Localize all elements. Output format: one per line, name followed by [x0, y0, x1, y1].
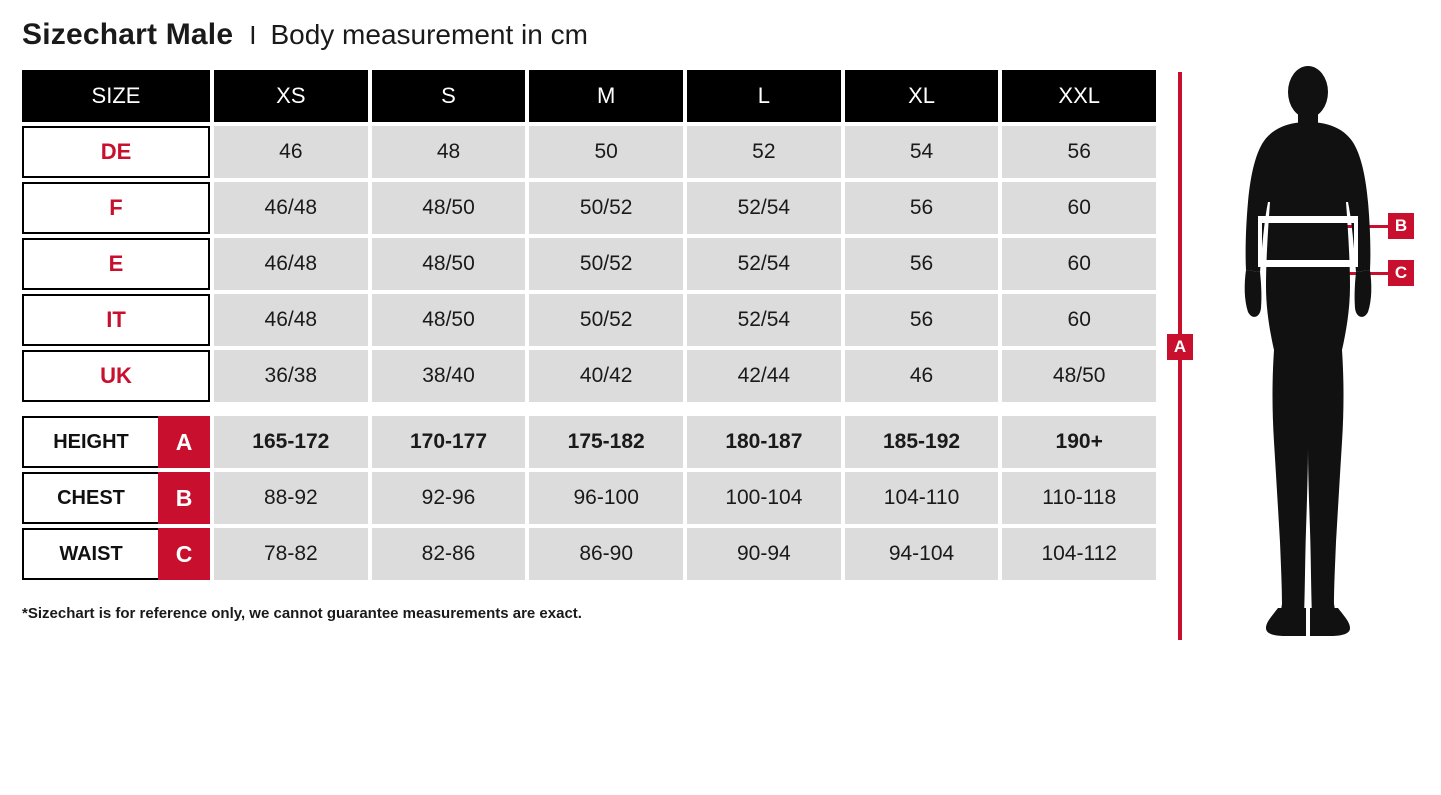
- cell-height-xs: 165-172: [214, 416, 368, 468]
- header-size-xxl: XXL: [1002, 70, 1156, 122]
- cell-uk-xs: 36/38: [214, 350, 368, 402]
- cell-de-l: 52: [687, 126, 841, 178]
- marker-badge-b: B: [158, 472, 210, 524]
- row-label-it: IT: [22, 294, 210, 346]
- size-table: [22, 70, 1156, 584]
- cell-e-s: 48/50: [372, 238, 526, 290]
- cell-f-xs: 46/48: [214, 182, 368, 234]
- cell-f-s: 48/50: [372, 182, 526, 234]
- cell-f-xxl: 60: [1002, 182, 1156, 234]
- row-label-uk: UK: [22, 350, 210, 402]
- cell-waist-xs: 78-82: [214, 528, 368, 580]
- footnote-text: *Sizechart is for reference only, we cannot guarantee measurements are exact.: [22, 605, 582, 622]
- cell-de-m: 50: [529, 126, 683, 178]
- header-size-l: L: [687, 70, 841, 122]
- cell-uk-m: 40/42: [529, 350, 683, 402]
- cell-e-xs: 46/48: [214, 238, 368, 290]
- cell-height-xl: 185-192: [845, 416, 999, 468]
- cell-waist-l: 90-94: [687, 528, 841, 580]
- cell-chest-xxl: 110-118: [1002, 472, 1156, 524]
- title-main: Sizechart Male: [22, 18, 234, 51]
- cell-uk-xl: 46: [845, 350, 999, 402]
- cell-height-s: 170-177: [372, 416, 526, 468]
- cell-uk-l: 42/44: [687, 350, 841, 402]
- row-label-waist: [22, 528, 210, 580]
- cell-chest-s: 92-96: [372, 472, 526, 524]
- cell-e-xl: 56: [845, 238, 999, 290]
- cell-waist-s: 82-86: [372, 528, 526, 580]
- cell-height-m: 175-182: [529, 416, 683, 468]
- cell-de-xxl: 56: [1002, 126, 1156, 178]
- cell-uk-s: 38/40: [372, 350, 526, 402]
- cell-f-l: 52/54: [687, 182, 841, 234]
- male-body-silhouette-icon: [1208, 60, 1408, 640]
- cell-height-xxl: 190+: [1002, 416, 1156, 468]
- title-subtitle: Body measurement in cm: [270, 19, 588, 50]
- row-label-waist-text: WAIST: [22, 528, 158, 580]
- row-label-chest: [22, 472, 210, 524]
- cell-it-m: 50/52: [529, 294, 683, 346]
- table-header-row: [22, 70, 1156, 122]
- cell-it-xs: 46/48: [214, 294, 368, 346]
- row-label-height: [22, 416, 210, 468]
- cell-it-l: 52/54: [687, 294, 841, 346]
- page-title: [22, 18, 588, 52]
- header-size-label: SIZE: [22, 70, 210, 122]
- table-row: [22, 416, 1156, 468]
- header-size-xl: XL: [845, 70, 999, 122]
- cell-e-l: 52/54: [687, 238, 841, 290]
- table-row: [22, 294, 1156, 346]
- row-label-f: F: [22, 182, 210, 234]
- cell-de-xs: 46: [214, 126, 368, 178]
- body-figure: [1160, 60, 1430, 640]
- cell-it-xl: 56: [845, 294, 999, 346]
- table-row: [22, 472, 1156, 524]
- table-row: [22, 126, 1156, 178]
- cell-it-xxl: 60: [1002, 294, 1156, 346]
- cell-chest-xs: 88-92: [214, 472, 368, 524]
- header-size-xs: XS: [214, 70, 368, 122]
- cell-f-m: 50/52: [529, 182, 683, 234]
- cell-waist-xl: 94-104: [845, 528, 999, 580]
- cell-e-m: 50/52: [529, 238, 683, 290]
- table-row: [22, 238, 1156, 290]
- table-row: [22, 350, 1156, 402]
- cell-uk-xxl: 48/50: [1002, 350, 1156, 402]
- cell-de-s: 48: [372, 126, 526, 178]
- figure-marker-c: C: [1388, 260, 1414, 286]
- table-row: [22, 528, 1156, 580]
- cell-chest-m: 96-100: [529, 472, 683, 524]
- row-label-de: DE: [22, 126, 210, 178]
- marker-badge-c: C: [158, 528, 210, 580]
- figure-marker-a: A: [1167, 334, 1193, 360]
- cell-de-xl: 54: [845, 126, 999, 178]
- cell-waist-m: 86-90: [529, 528, 683, 580]
- figure-marker-b: B: [1388, 213, 1414, 239]
- header-size-m: M: [529, 70, 683, 122]
- row-label-chest-text: CHEST: [22, 472, 158, 524]
- cell-it-s: 48/50: [372, 294, 526, 346]
- header-size-s: S: [372, 70, 526, 122]
- title-separator: I: [249, 20, 257, 50]
- row-label-height-text: HEIGHT: [22, 416, 158, 468]
- cell-height-l: 180-187: [687, 416, 841, 468]
- table-row: [22, 182, 1156, 234]
- cell-waist-xxl: 104-112: [1002, 528, 1156, 580]
- cell-chest-l: 100-104: [687, 472, 841, 524]
- cell-f-xl: 56: [845, 182, 999, 234]
- row-label-e: E: [22, 238, 210, 290]
- marker-badge-a: A: [158, 416, 210, 468]
- cell-e-xxl: 60: [1002, 238, 1156, 290]
- cell-chest-xl: 104-110: [845, 472, 999, 524]
